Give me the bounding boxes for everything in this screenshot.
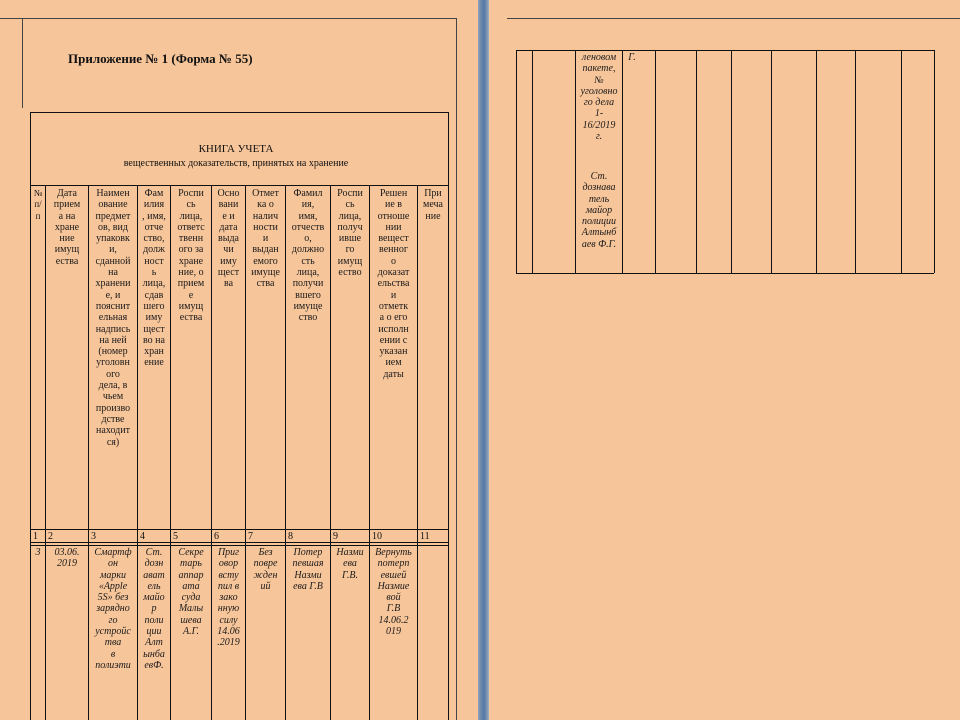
table-cell-date: 03.06. 2019 <box>54 547 80 570</box>
column-divider <box>516 50 517 273</box>
column-divider <box>622 50 623 273</box>
column-number: 7 <box>248 531 253 542</box>
column-number: 11 <box>420 531 430 542</box>
column-divider <box>816 50 817 273</box>
continuation-deliverer-tail: Г. <box>628 52 636 63</box>
column-divider <box>901 50 902 273</box>
column-header: Наимен ование предмет ов, вид упаковк и, сданной на хранени е, и пояснит ельная надпись на ней (номер уголовн ого дела, в чьем произво дстве находит ся) <box>95 188 131 448</box>
column-header: Фамил ия, имя, отчеств о, должно сть лица, получи вшего имуще ство <box>291 188 325 324</box>
column-divider <box>655 50 656 273</box>
column-header: Роспи сь лица, получ ивше го имущ ество <box>337 188 363 279</box>
book-title: КНИГА УЧЕТА <box>198 143 274 155</box>
column-header: При меча ние <box>423 188 443 222</box>
book-subtitle: вещественных доказательств, принятых на хранение <box>123 158 349 169</box>
page-margin-line <box>507 18 960 19</box>
table-cell-receiver: Потер певшая Назми ева Г.В <box>292 547 324 592</box>
column-divider <box>855 50 856 273</box>
page-margin-line <box>22 18 23 108</box>
column-number: 8 <box>288 531 293 542</box>
column-divider <box>696 50 697 273</box>
table-border <box>30 545 448 546</box>
page-gutter <box>478 0 489 720</box>
table-border <box>30 542 448 543</box>
column-divider <box>934 50 935 273</box>
table-cell-deliverer: Ст. дозн ават ель майо р поли ции Алт ынба евФ. <box>143 547 165 671</box>
table-border <box>448 112 449 720</box>
table-cell-basis: Приг овор всту пил в зако нную силу 14.06 .2019 <box>217 547 240 649</box>
column-header: Дата прием а на хране ние имущ ества <box>53 188 81 267</box>
column-header: Решен ие в отноше нии вещест венног о доказат ельства и отметк а о его исполн ении с указан ием даты <box>377 188 410 380</box>
document-page-right <box>489 0 960 720</box>
table-border <box>30 112 448 113</box>
column-header: Осно вани е и дата выда чи иму щест ва <box>217 188 240 290</box>
column-header: № п/ п <box>33 188 43 221</box>
table-cell-presence: Без повре жден ий <box>253 547 278 592</box>
continuation-deliverer: Ст. дознава тель майор полиции Алтынб аев Ф.Г. <box>581 171 617 250</box>
column-number: 2 <box>48 531 53 542</box>
column-header: Фам илия , имя, отче ство, долж ност ь лица, сдав шего иму щест во на хран ение <box>142 188 166 369</box>
page-margin-line <box>456 18 457 720</box>
appendix-title: Приложение № 1 (Форма № 55) <box>68 51 253 66</box>
column-number: 10 <box>372 531 382 542</box>
column-number: 6 <box>214 531 219 542</box>
page-margin-line <box>0 18 456 19</box>
table-cell-no: 3 <box>35 547 41 558</box>
table-border <box>30 529 448 530</box>
column-number: 3 <box>91 531 96 542</box>
document-page-left <box>0 0 478 720</box>
table-cell-receiver-sign: Назми ева Г.В. <box>336 547 364 581</box>
column-header: Роспи сь лица, ответс твенн ого за хране ние, о прием е имущ ества <box>177 188 205 324</box>
table-cell-item: Смартф он марки «Apple 5S» без зарядно го устройс тва в полиэти <box>94 547 132 671</box>
table-border <box>516 273 934 274</box>
table-cell-signature: Секре тарь аппар ата суда Малы шева А.Г. <box>178 547 204 638</box>
column-divider <box>771 50 772 273</box>
table-border <box>516 50 934 51</box>
column-number: 1 <box>33 531 38 542</box>
table-cell-decision: Вернуть потерп евшей Назмие вой Г.В 14.06.2 019 <box>375 547 412 638</box>
column-number: 4 <box>140 531 145 542</box>
continuation-item: леновом пакете, № уголовно го дела 1- 16/2019 г. <box>580 52 618 143</box>
column-header: Отмет ка о налич ности и выдан емого имуще ства <box>251 188 280 290</box>
column-number: 5 <box>173 531 178 542</box>
column-divider <box>417 185 418 720</box>
column-divider <box>731 50 732 273</box>
table-border <box>30 185 448 186</box>
column-number: 9 <box>333 531 338 542</box>
column-divider <box>532 50 533 273</box>
